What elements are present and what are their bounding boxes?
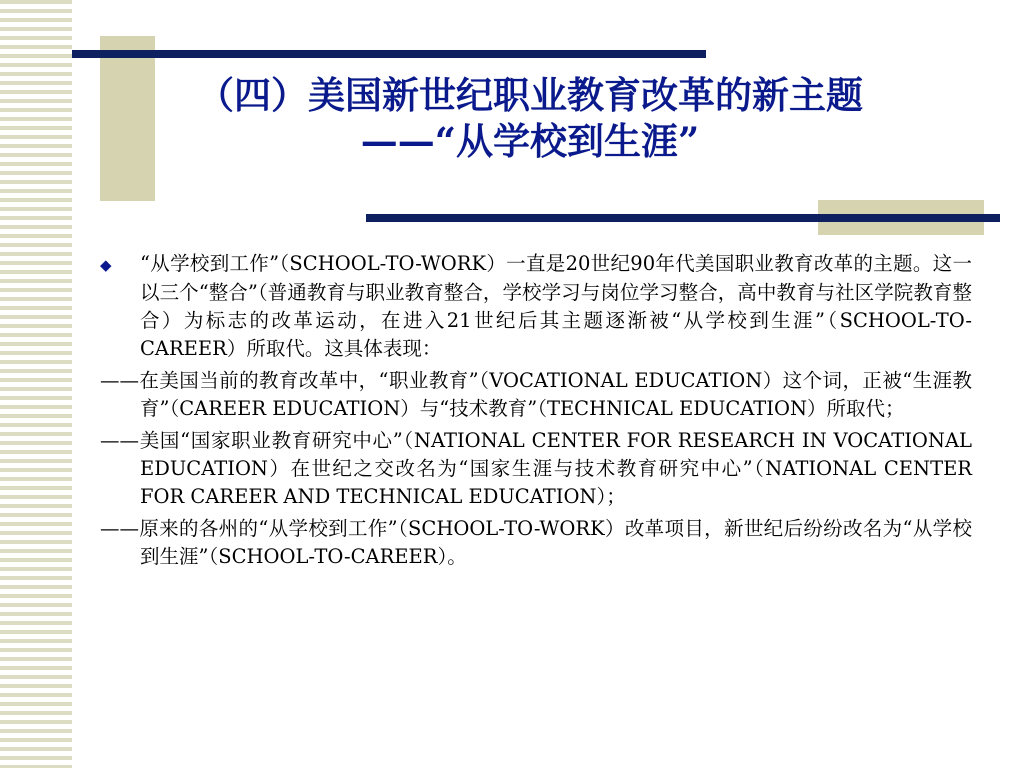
point-national-center: ——美国“国家职业教育研究中心”（NATIONAL CENTER FOR RESEARCH IN VOCATIONAL EDUCATION）在世纪之交改名为“国家生涯与技术教育研究中心”（NATIONAL CENTER FOR CAREER AND TECHNICAL EDUCATION）； bbox=[100, 429, 972, 508]
intro-paragraph bbox=[100, 250, 972, 363]
top-navy-bar bbox=[72, 50, 706, 58]
title-line-2: ——“从学校到生涯” bbox=[360, 119, 700, 163]
slide-body bbox=[100, 250, 972, 575]
intro-paragraph-text: “从学校到工作”（SCHOOL-TO-WORK）一直是20世纪90年代美国职业教育改革的主题。这一以三个“整合”（普通教育与职业教育整合，学校学习与岗位学习整合，高中教育与社区学院教育整合）为标志的改革运动，在进入21世纪后其主题逐渐被“从学校到生涯”（SCHOOL-TO-CAREER）所取代。这具体表现： bbox=[140, 252, 972, 360]
point-state-programs: ——原来的各州的“从学校到工作”（SCHOOL-TO-WORK）改革项目，新世纪后纷纷改名为“从学校到生涯”（SCHOOL-TO-CAREER）。 bbox=[100, 517, 972, 568]
bottom-navy-bar bbox=[366, 214, 1000, 222]
point-vocational-education: ——在美国当前的教育改革中，“职业教育”（VOCATIONAL EDUCATION）这个词，正被“生涯教育”（CAREER EDUCATION）与“技术教育”（TECHNICAL EDUCATION）所取代； bbox=[100, 369, 972, 420]
slide-title bbox=[100, 72, 960, 164]
decorative-stripes bbox=[0, 0, 72, 768]
diamond-bullet-icon: ◆ bbox=[100, 256, 112, 274]
title-line-1: （四）美国新世纪职业教育改革的新主题 bbox=[197, 73, 863, 117]
